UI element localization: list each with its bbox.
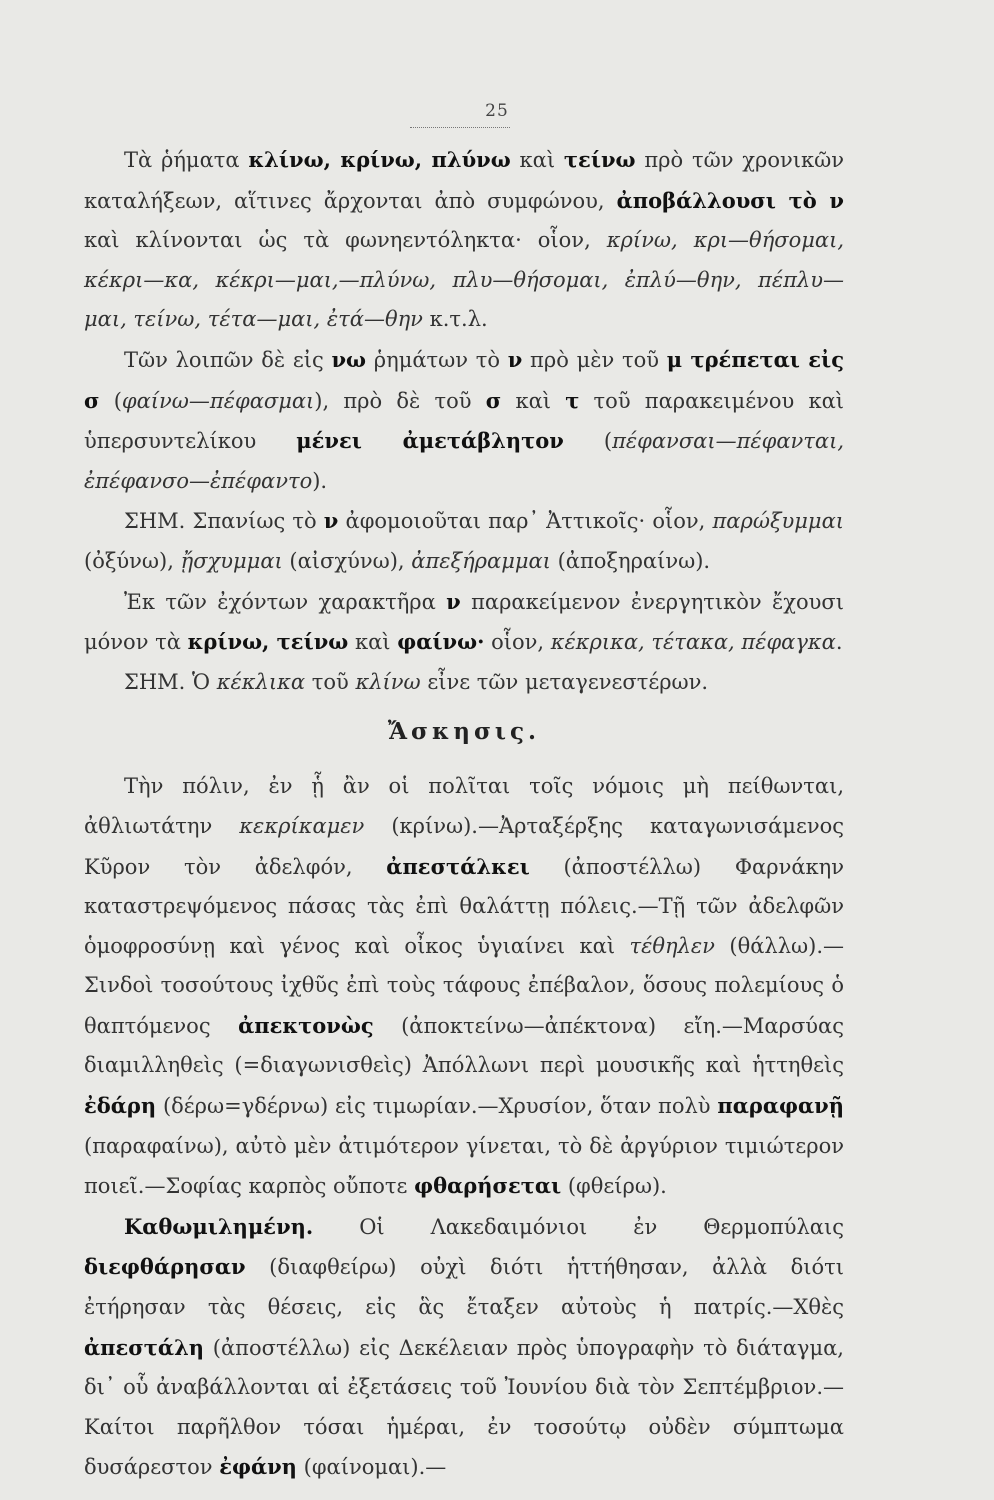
page-number-rule xyxy=(410,127,510,128)
text-run: Οἱ Λακεδαιμόνιοι ἐν Θερμοπύλαις xyxy=(313,1214,844,1239)
text-run: καὶ κλίνονται ὡς τὰ φωνηεντόληκτα· οἷον, xyxy=(84,228,607,253)
bold-term: ν xyxy=(507,346,523,372)
page-text xyxy=(84,140,844,1488)
text-run: ), πρὸ δὲ τοῦ xyxy=(314,388,486,413)
italic-example: κέκλικα xyxy=(216,669,306,694)
italic-example: κλίνω xyxy=(355,669,421,694)
bold-term: παραφανῇ xyxy=(717,1093,844,1119)
bold-term: ἀπεκτονὼς xyxy=(238,1012,374,1038)
text-run: ( xyxy=(99,388,122,413)
page-number: 25 xyxy=(485,101,509,121)
text-run: τοῦ xyxy=(305,669,356,694)
text-run: . xyxy=(835,630,843,655)
text-run: ). xyxy=(312,468,328,493)
text-run: καὶ xyxy=(348,630,398,655)
text-run: (παραφαίνω), αὐτὸ μὲν ἀτιμότερον γίνεται, τὸ δὲ ἀργύριον τιμιώτερον ποιεῖ.—Σοφίας καρπὸς οὔποτε xyxy=(84,1133,844,1199)
bold-term: μένει ἀμετάβλητον xyxy=(296,428,564,454)
exercise-heading: Ἄσκησις. xyxy=(387,718,541,746)
text-run: ( xyxy=(563,429,613,454)
paragraph xyxy=(84,501,844,581)
text-run: πρὸ τῶν χρονικῶν καταλήξεων, αἵτινες ἄρχονται ἀπὸ συμφώνου, xyxy=(84,148,845,213)
italic-example: κέκρικα, τέτακα, πέφαγκα xyxy=(550,630,836,655)
text-run: (διαφθείρω) οὐχὶ διότι ἡττήθησαν, ἀλλὰ διότι ἐτήρησαν τὰς θέσεις, εἰς ἃς ἔταξεν αὐτοὺς ἡ πατρίς.—Χθὲς xyxy=(84,1255,844,1320)
paragraph xyxy=(84,340,844,501)
text-run: Ἐκ τῶν ἐχόντων χαρακτῆρα xyxy=(124,589,447,614)
text-run: εἶνε τῶν μεταγενεστέρων. xyxy=(420,669,709,694)
text-run: (κρίνω).—Ἀρταξέρξης καταγωνισάμενος Κῦρον τὸν ἀδελφόν, xyxy=(84,813,845,879)
italic-example: ἀπεξήραμμαι xyxy=(411,548,551,573)
italic-example: πέφανσαι—πέφανται, ἐπέφανσο—ἐπέφαντο xyxy=(84,429,844,493)
text-run: κ.τ.λ. xyxy=(422,307,488,332)
exercise-section xyxy=(84,767,844,1488)
text-run: Τὴν πόλιν, ἐν ᾗ ἂν οἱ πολῖται τοῖς νόμοις μὴ πείθωνται, ἀθλιωτάτην xyxy=(84,774,844,838)
bold-term: τ xyxy=(565,387,580,413)
text-run: παρακείμενον ἐνεργητικὸν ἔχουσι μόνον τὰ xyxy=(84,589,844,655)
bold-term: φθαρήσεται xyxy=(414,1173,562,1199)
text-run: (ὀξύνω), xyxy=(84,548,181,573)
bold-term: διεφθάρησαν xyxy=(84,1254,246,1280)
text-run: (δέρω=γδέρνω) εἰς τιμωρίαν.—Χρυσίον, ὅταν πολὺ xyxy=(156,1094,718,1119)
bold-term: ἀποβάλλουσι τὸ ν xyxy=(616,187,844,213)
text-run: (θάλλω).—Σινδοὶ τοσούτους ἰχθῦς ἐπὶ τοὺς τάφους ἐπέβαλον, ὅσους πολεμίους ὁ θαπτόμενος xyxy=(84,933,844,1038)
bold-term: ἐδάρη xyxy=(84,1093,157,1119)
bold-term: ν xyxy=(323,508,339,534)
text-run: (ἀποστέλλω) εἰς Δεκέλειαν πρὸς ὑπογραφὴν τὸ διάταγμα, δι᾽ οὗ ἀναβάλλονται αἱ ἐξετάσεις τοῦ Ἰουνίου διὰ τὸν Σεπτέμβριον.—Καίτοι παρῆλθον τόσαι ἡμέραι, ἐν τοσούτῳ οὐδὲν σύμπτωμα δυσάρεστον xyxy=(84,1335,844,1480)
text-run: (αἰσχύνω), xyxy=(282,548,412,573)
italic-example: παρώξυμμαι xyxy=(712,509,844,534)
text-run: ΣΗΜ. Σπανίως τὸ xyxy=(124,509,324,534)
bold-term: μ τρέπεται εἰς σ xyxy=(84,346,844,413)
text-run: οἷον, xyxy=(484,630,551,655)
text-run: (ἀποστέλλω) Φαρνάκην καταστρεψόμενος πάσας τὰς ἐπὶ θαλάττῃ πόλεις.—Τῇ τῶν ἀδελφῶν ὁμοφροσύνῃ καὶ γένος καὶ οἶκος ὑγιαίνει καὶ xyxy=(84,854,844,958)
text-run: (ἀποξηραίνω). xyxy=(550,548,711,573)
text-run: ΣΗΜ. Ὁ xyxy=(124,669,217,694)
italic-example: ᾔσχυμμαι xyxy=(180,548,283,573)
bold-term: φαίνω· xyxy=(397,629,485,655)
italic-example: τέθηλεν xyxy=(629,933,715,958)
text-run: Τῶν λοιπῶν δὲ εἰς xyxy=(124,347,332,372)
italic-example: κρίνω, κρι—θήσομαι, κέκρι—κα, κέκρι—μαι,—πλύνω, πλυ—θήσομαι, ἐπλύ—θην, πέπλυ—μαι, τείνω, τέτα—μαι, ἐτά—θην xyxy=(84,228,844,332)
text-run: ἀφομοιοῦται παρ᾽ Ἀττικοῖς· οἷον, xyxy=(338,509,713,534)
text-run: πρὸ μὲν τοῦ xyxy=(522,347,667,372)
italic-example: φαίνω—πέφασμαι xyxy=(121,388,315,413)
paragraph xyxy=(84,140,844,340)
paragraph xyxy=(84,767,844,1207)
text-run: καὶ xyxy=(501,388,566,413)
bold-term: Καθωμιλημένη. xyxy=(124,1213,314,1239)
text-run: Τὰ ῥήματα xyxy=(124,148,249,172)
italic-example: κεκρίκαμεν xyxy=(239,813,365,838)
bold-term: ἀπεστάλη xyxy=(84,1334,205,1360)
text-run: (φαίνομαι).— xyxy=(296,1455,447,1480)
paragraph xyxy=(84,582,844,663)
bold-term: νω xyxy=(331,346,367,372)
bold-term: ἐφάνη xyxy=(219,1454,297,1480)
text-run: καὶ xyxy=(510,148,564,172)
bold-term: ἀπεστάλκει xyxy=(386,853,530,879)
text-run: (ἀποκτείνω—ἀπέκτονα) εἴη.—Μαρσύας διαμιλληθεὶς (=διαγωνισθεὶς) Ἀπόλλωνι περὶ μουσικῆς καὶ ἡττηθεὶς xyxy=(84,1013,844,1078)
text-run: τοῦ παρακειμένου καὶ ὑπερσυντελίκου xyxy=(84,388,845,454)
grammar-section xyxy=(84,140,844,702)
paragraph xyxy=(84,663,844,703)
bold-term: κρίνω, τείνω xyxy=(187,629,349,655)
bold-term: τείνω xyxy=(563,147,636,172)
bold-term: σ xyxy=(485,387,502,413)
paragraph xyxy=(84,1207,844,1488)
bold-term: ν xyxy=(446,588,461,614)
bold-term: κλίνω, κρίνω, πλύνω xyxy=(248,147,511,172)
text-run: (φθείρω). xyxy=(561,1174,667,1199)
text-run: ῥημάτων τὸ xyxy=(366,347,508,372)
